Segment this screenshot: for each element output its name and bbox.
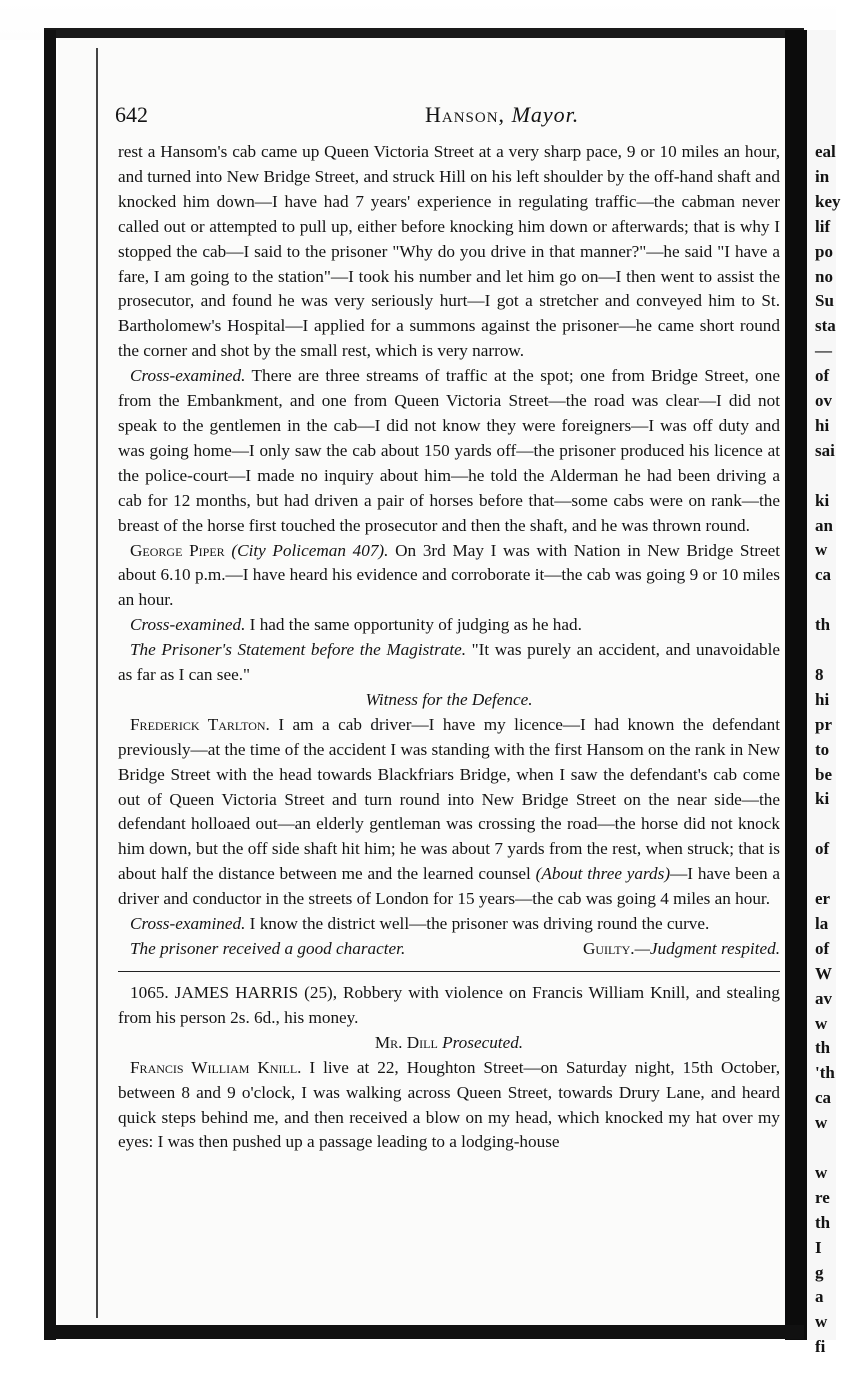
facing-page-fragment: — (815, 341, 832, 361)
facing-page-fragment: 'th (815, 1063, 835, 1083)
paragraph-continued: rest a Hansom's cab came up Queen Victoria Street at a very sharp pace, 9 or 10 miles an hour, and turned into New Bridge Street, and struck Hill on his left shoulder by the off-hand shaft and knocked him down—I have had 7 years' experience in regulating traffic—the cabman never called out or attempted to pull up, either before knocking him down or afterwards; that is why I stopped the cab—I said to the prisoner "Why do you drive in that manner?"—he said "I have a fare, I am going to the station"—I took his number and let him go on—I then went to assist the prosecutor, and found he was very seriously hurt—I got a stretcher and conveyed him to St. Bartholomew's Hospital—I applied for a summons against the prisoner—he came short round the corner and shot by the small rest, which is very narrow. (118, 142, 780, 361)
facing-page-fragment: w (815, 1312, 828, 1332)
facing-page-fragment: eal (815, 142, 836, 161)
scan-border-top (44, 28, 804, 38)
facing-page-fragment: w (815, 1162, 828, 1182)
facing-page-fragment: 8 (815, 664, 824, 684)
facing-page-fragment: of (815, 839, 830, 859)
facing-page-fragment: ca (815, 565, 832, 585)
facing-page-fragment: fi (815, 1337, 826, 1357)
aside-note: (About three yards) (535, 864, 671, 884)
case-heading: 1065. JAMES HARRIS (25), Robbery with violence on Francis William Knill, and stealing from his person 2s. 6d., his money. (118, 983, 780, 1027)
case-number-defendant: 1065. JAMES HARRIS (25), (130, 983, 338, 1002)
cross-examined-label: Cross-examined. (130, 366, 246, 386)
running-title (425, 102, 579, 128)
facing-page-fragment: be (815, 764, 832, 784)
page-margin-line (96, 48, 98, 1318)
facing-page-fragment: an (815, 515, 833, 535)
paragraph-witness-tarlton: Frederick Tarlton. I am a cab driver—I have my licence—I had known the defendant previously—at the time of the accident I was standing with the first Hansom on the rank in New Bridge Street with the head towards Blackfriars Bridge, when I saw the defendant's cab come out of Queen Victoria Street and turn round into New Bridge Street on the near side—the defendant holloaed out—an elderly gentleman was crossing the road—the horse did not knock him down, but the off side shaft hit him; he was about 7 yards from the rest, when struck; that is about half the distance between me and the learned counsel (About three yards)—I have been a driver and conductor in the streets of London for 15 years—the cab was going 4 miles an hour. (118, 714, 780, 909)
facing-page-fragment: hi (815, 415, 830, 435)
running-header (115, 102, 780, 130)
statement-label: The Prisoner's Statement before the Magistrate. (130, 640, 467, 660)
facing-page-fragment: of (815, 938, 830, 958)
witness-role: (City Policeman 407). (231, 540, 389, 560)
facing-page-fragment: key (815, 191, 841, 211)
case-divider (118, 971, 780, 972)
paragraph-witness-piper: George Piper (City Policeman 407). On 3rd May I was with Nation in New Bridge Street about 6.10 p.m.—I have heard his evidence and corroborate it—the cab was going 9 or 10 miles an hour. (118, 540, 780, 610)
paragraph-cross-examination: Cross-examined. There are three streams of traffic at the spot; one from Bridge Street, one from the Embankment, and one from Queen Victoria Street—the road was clear—I did not speak to the gentlemen in the cab—I did not know they were foreigners—I was off duty and was going home—I only saw the cab about 150 yards off—the prisoner produced his licence at the police-court—I made no inquiry about him—he told the Alderman he had been driving a cab for 12 months, but had driven a pair of horses before that—some cabs were on rank—the breast of the horse first touched the prosecutor and then the shaft, and he was thrown round. (118, 366, 780, 535)
facing-page-fragment: g (815, 1262, 824, 1282)
facing-page-fragment: th (815, 1212, 831, 1232)
facing-page-fragment: w (815, 1113, 828, 1133)
facing-page-fragment: to (815, 739, 830, 759)
facing-page-fragment: ca (815, 1088, 832, 1108)
facing-page-edge (807, 30, 841, 1357)
paragraph-cross-examination: Cross-examined. I had the same opportunity of judging as he had. (130, 615, 582, 635)
facing-page-fragment: ki (815, 490, 830, 510)
facing-page-fragment: po (815, 241, 833, 261)
book-gutter (785, 30, 807, 1340)
verdict: Guilty.—Judgment respited. (582, 939, 780, 958)
witness-name: George Piper (130, 540, 225, 560)
facing-page-fragment: a (815, 1287, 824, 1307)
facing-page-fragment: th (815, 1038, 831, 1058)
cross-examined-label: Cross-examined. (130, 914, 246, 934)
facing-page-fragment: w (815, 540, 828, 560)
facing-page-fragment: ki (815, 789, 830, 809)
facing-page-fragment: no (815, 266, 833, 286)
prosecution-line: Mr. Dill Prosecuted. (374, 1032, 524, 1052)
facing-page-fragment: in (815, 166, 830, 186)
facing-page-fragment: th (815, 615, 831, 635)
paragraph-witness-knill: Francis William Knill. I live at 22, Houghton Street—on Saturday night, 15th October, between 8 and 9 o'clock, I was walking across Queen Street, towards Drury Lane, and heard quick steps behind me, and then received a blow on my head, which knocked my hat over my eyes: I was then pushed up a passage leading to a lodging-house (118, 1057, 780, 1152)
page-body (118, 140, 780, 1155)
facing-page-fragment: ov (815, 391, 832, 410)
scan-border-left (44, 30, 56, 1340)
facing-page-fragment: pr (815, 714, 832, 734)
facing-page-fragment: Su (815, 291, 834, 311)
cross-examined-label: Cross-examined. (130, 615, 246, 635)
title-role: Mayor. (511, 102, 580, 127)
facing-page-fragment: av (815, 988, 832, 1008)
facing-page-fragment: hi (815, 689, 830, 709)
paragraph-cross-examination: Cross-examined. I know the district well—the prisoner was driving round the curve. (130, 914, 710, 934)
scan-border-bottom (44, 1325, 804, 1339)
facing-page-fragment: lif (815, 216, 831, 236)
character-note: The prisoner received a good character. (130, 939, 406, 958)
title-name: Hanson, (425, 102, 506, 127)
facing-page-fragment: re (815, 1187, 830, 1207)
page-number: 642 (115, 102, 148, 127)
facing-page-fragment: sta (815, 316, 836, 336)
facing-page-fragment: sai (815, 440, 835, 460)
facing-page-fragment: er (815, 889, 831, 908)
facing-page-fragment: W (815, 963, 832, 983)
section-heading: Witness for the Defence. (365, 689, 533, 709)
facing-page-fragment: la (815, 913, 829, 933)
facing-page-fragment: of (815, 366, 830, 386)
facing-page-fragment: I (815, 1237, 822, 1257)
verdict-line (118, 937, 780, 962)
facing-page-fragment: w (815, 1013, 828, 1033)
paragraph-prisoner-statement: The Prisoner's Statement before the Magistrate. "It was purely an accident, and unavoidable as far as I can see." (118, 640, 780, 685)
witness-name: Francis William Knill. (130, 1057, 302, 1077)
witness-name: Frederick Tarlton. (130, 714, 270, 734)
